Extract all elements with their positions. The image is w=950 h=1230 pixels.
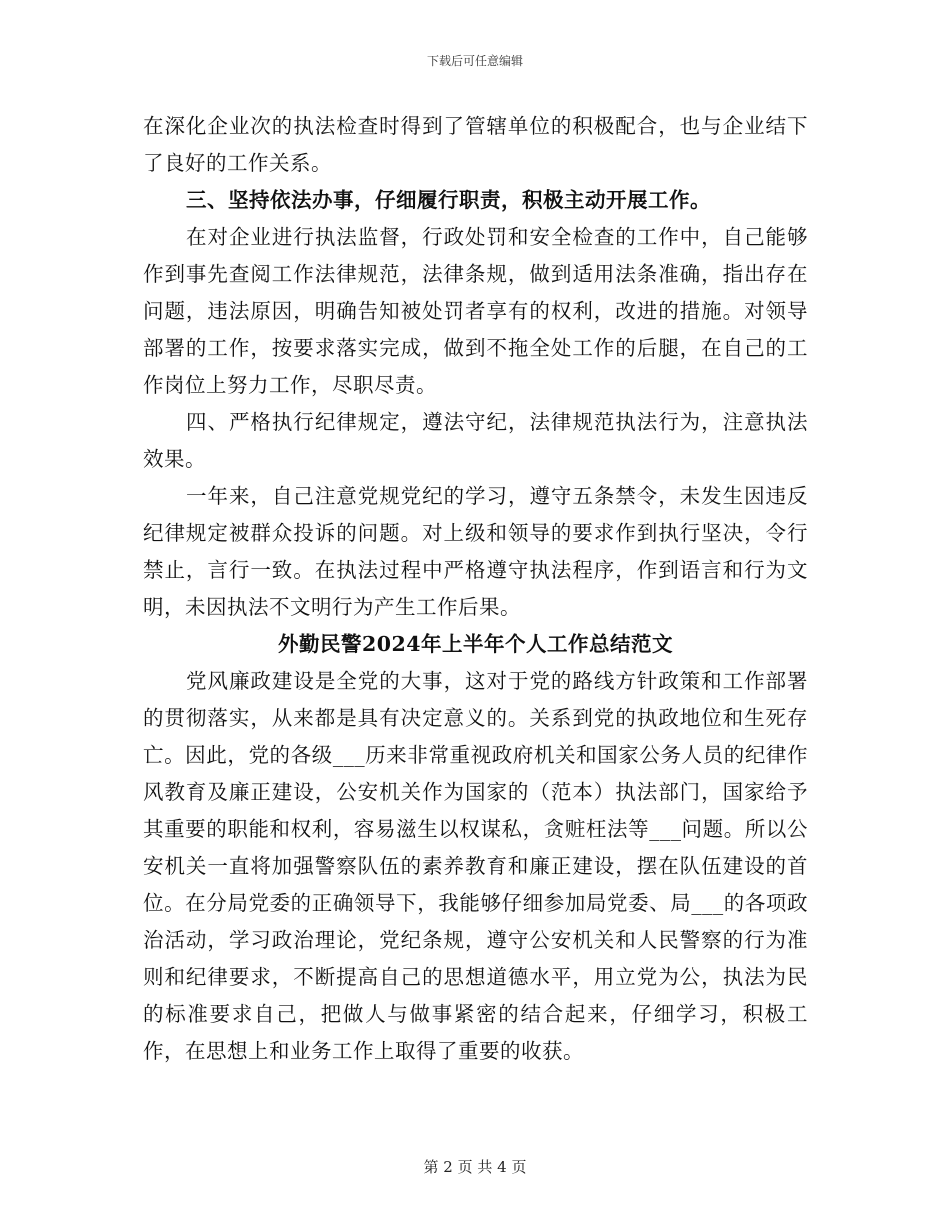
document-body bbox=[143, 108, 808, 1070]
paragraph-discipline: 一年来，自己注意党规党纪的学习，遵守五条禁令，未发生因违反纪律规定被群众投诉的问题。对上级和领导的要求作到执行坚决，令行禁止，言行一致。在执法过程中严格遵守执法程序，作到语言和行为文明，未因执法不文明行为产生工作后果。 bbox=[143, 484, 808, 619]
paragraph-law-enforcement: 在对企业进行执法监督，行政处罚和安全检查的工作中，自己能够作到事先查阅工作法律规范，法律条规，做到适用法条准确，指出存在问题，违法原因，明确告知被处罚者享有的权利，改进的措施。对领导部署的工作，按要求落实完成，做到不拖全处工作的后腿，在自己的工作岗位上努力工作，尽职尽责。 bbox=[143, 225, 808, 397]
header-note: 下载后可任意编辑 bbox=[426, 54, 523, 68]
paragraph-continuation: 在深化企业次的执法检查时得到了管辖单位的积极配合，也与企业结下了良好的工作关系。 bbox=[143, 114, 808, 175]
section-heading-3: 三、坚持依法办事，仔细履行职责，积极主动开展工作。 bbox=[186, 188, 712, 212]
section-heading-4: 四、严格执行纪律规定，遵法守纪，法律规范执法行为，注意执法效果。 bbox=[143, 410, 808, 471]
page-number: 第 2 页 共 4 页 bbox=[423, 1158, 527, 1176]
document-title: 外勤民警2024年上半年个人工作总结范文 bbox=[277, 632, 674, 656]
paragraph-party-building: 党风廉政建设是全党的大事，这对于党的路线方针政策和工作部署的贯彻落实，从来都是具有决定意义的。关系到党的执政地位和生死存亡。因此，党的各级___历来非常重视政府机关和国家公务人员的纪律作风教育及廉正建设，公安机关作为国家的（范本）执法部门，国家给予其重要的职能和权利，容易滋生以权谋私，贪赃枉法等___问题。所以公安机关一直将加强警察队伍的素养教育和廉正建设，摆在队伍建设的首位。在分局党委的正确领导下，我能够仔细参加局党委、局___的各项政治活动，学习政治理论，党纪条规，遵守公安机关和人民警察的行为准则和纪律要求，不断提高自己的思想道德水平，用立党为公，执法为民的标准要求自己，把做人与做事紧密的结合起来，仔细学习，积极工作，在思想上和业务工作上取得了重要的收获。 bbox=[143, 669, 808, 1063]
